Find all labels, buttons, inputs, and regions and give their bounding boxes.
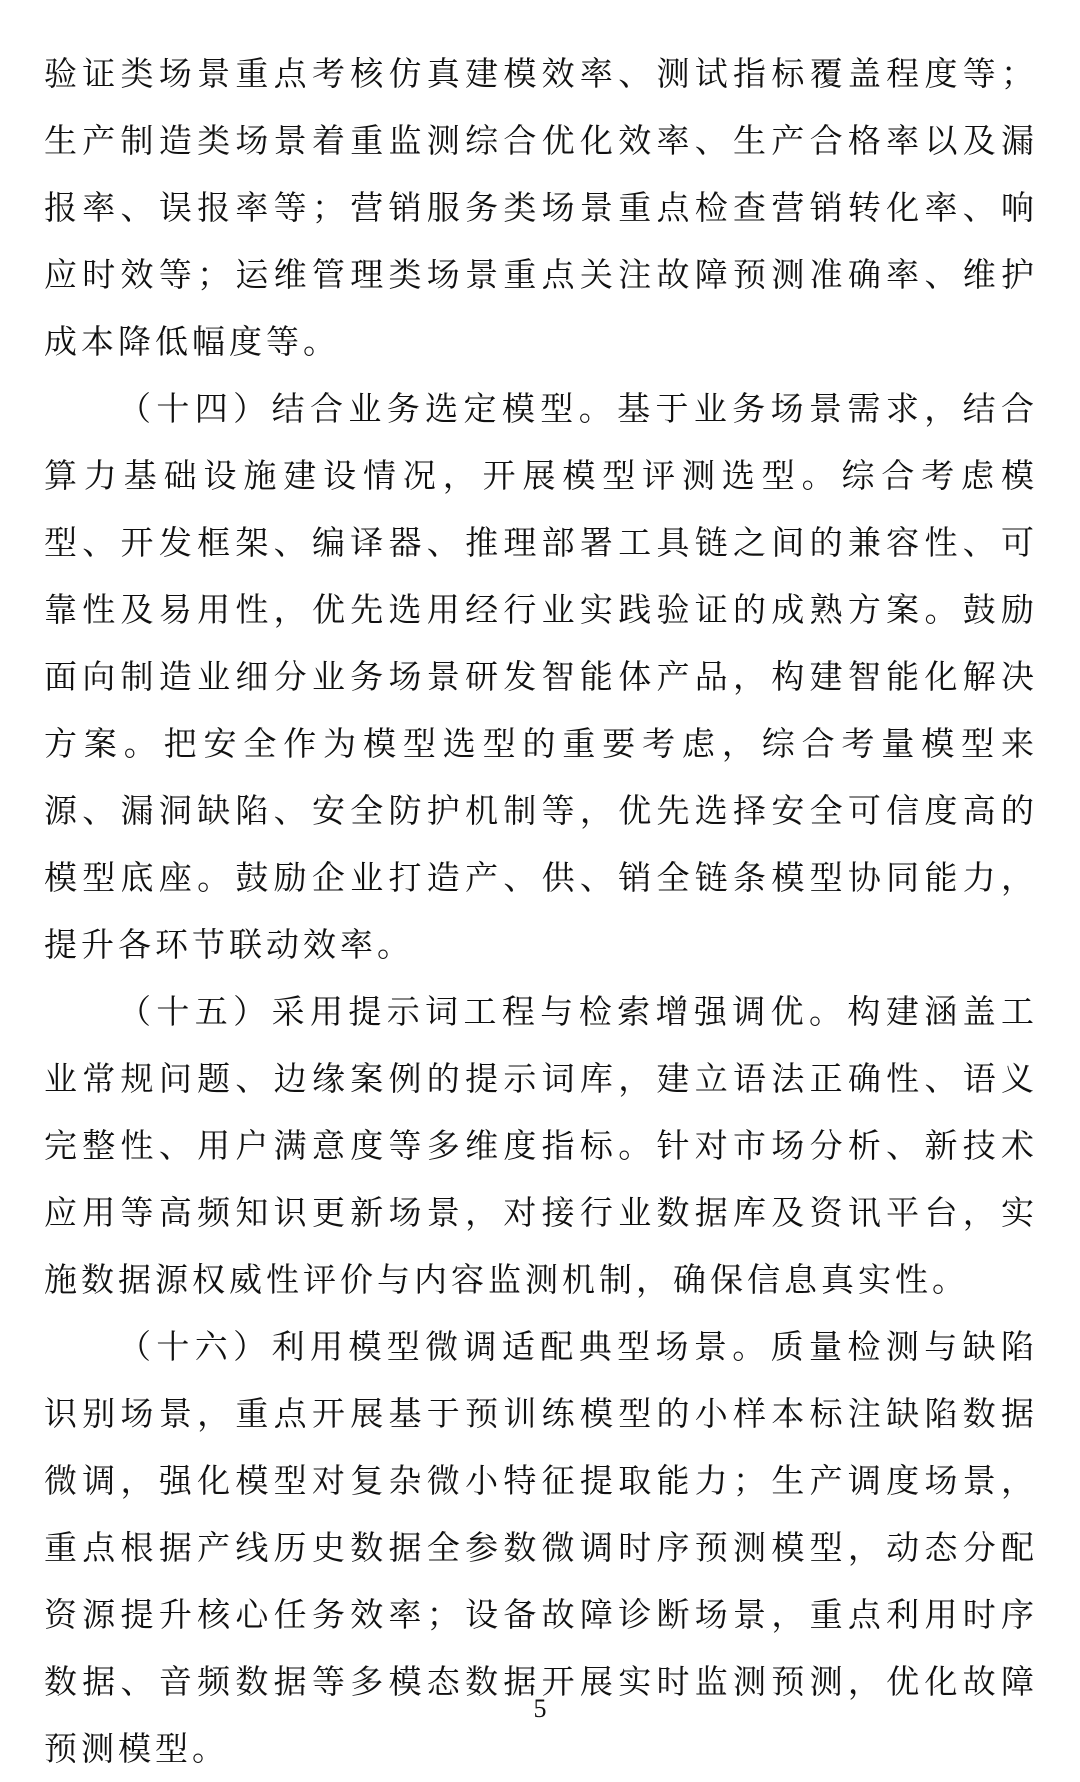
paragraph-section-15: （十五）采用提示词工程与检索增强调优。构建涵盖工业常规问题、边缘案例的提示词库，建立语法正确性、语义完整性、用户满意度等多维度指标。针对市场分析、新技术应用等高频知识更新场景，对接行业数据库及资讯平台，实施数据源权威性评价与内容监测机制，确保信息真实性。 xyxy=(44,992,1038,1299)
paragraph-section-16: （十六）利用模型微调适配典型场景。质量检测与缺陷识别场景，重点开展基于预训练模型的小样本标注缺陷数据微调，强化模型对复杂微小特征提取能力；生产调度场景，重点根据产线历史数据全参数微调时序预测模型，动态分配资源提升核心任务效率；设备故障诊断场景，重点利用时序数据、音频数据等多模态数据开展实时监测预测，优化故障预测模型。 xyxy=(44,1327,1038,1768)
paragraph-section-14: （十四）结合业务选定模型。基于业务场景需求，结合算力基础设施建设情况，开展模型评测选型。综合考虑模型、开发框架、编译器、推理部署工具链之间的兼容性、可靠性及易用性，优先选用经行业实践验证的成熟方案。鼓励面向制造业细分业务场景研发智能体产品，构建智能化解决方案。把安全作为模型选型的重要考虑，综合考量模型来源、漏洞缺陷、安全防护机制等，优先选择安全可信度高的模型底座。鼓励企业打造产、供、销全链条模型协同能力，提升各环节联动效率。 xyxy=(44,389,1038,964)
document-body xyxy=(44,40,1038,1782)
page-number: 5 xyxy=(533,1694,547,1723)
paragraph-continuation: 验证类场景重点考核仿真建模效率、测试指标覆盖程度等；生产制造类场景着重监测综合优化效率、生产合格率以及漏报率、误报率等；营销服务类场景重点检查营销转化率、响应时效等；运维管理类场景重点关注故障预测准确率、维护成本降低幅度等。 xyxy=(44,54,1038,361)
